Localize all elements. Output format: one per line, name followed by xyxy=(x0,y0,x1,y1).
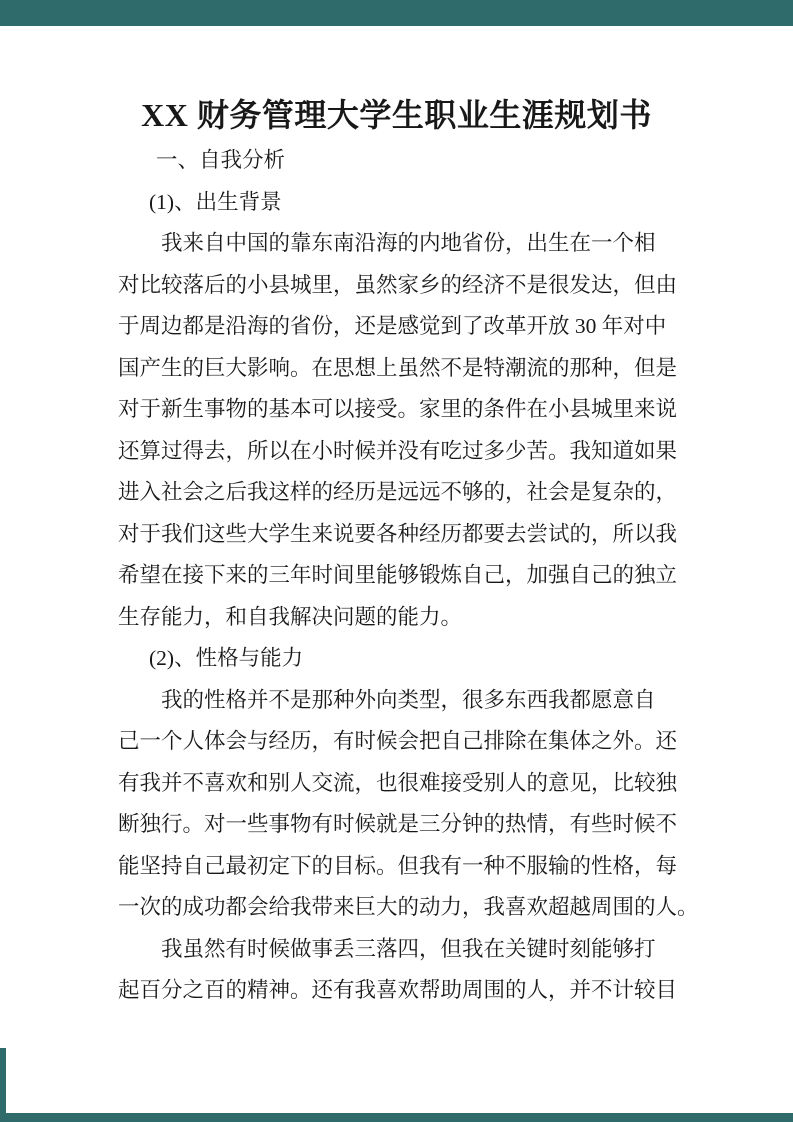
subsection-heading-2: (2)、性格与能力 xyxy=(149,646,304,670)
text-line: 国产生的巨大影响。在思想上虽然不是特潮流的那种，但是 xyxy=(118,355,678,380)
text-line: 对比较落后的小县城里，虽然家乡的经济不是很发达，但由 xyxy=(118,272,678,297)
text-line: 我的性格并不是那种外向类型，很多东西我都愿意自 xyxy=(161,687,656,712)
text-line: 一次的成功都会给我带来巨大的动力，我喜欢超越周围的人。 xyxy=(118,895,699,919)
document-body xyxy=(118,140,699,1012)
viewer-left-band xyxy=(0,1048,6,1122)
document-title: XX 财务管理大学生职业生涯规划书 xyxy=(141,97,652,133)
text-line: 于周边都是沿海的省份，还是感觉到了改革开放 30 年对中 xyxy=(118,314,667,338)
text-line: 有我并不喜欢和别人交流，也很难接受别人的意见，比较独 xyxy=(118,770,678,795)
text-line: 对于新生事物的基本可以接受。家里的条件在小县城里来说 xyxy=(118,397,678,421)
text-line: 对于我们这些大学生来说要各种经历都要去尝试的，所以我 xyxy=(118,521,678,546)
text-line: 断独行。对一些事物有时候就是三分钟的热情，有些时候不 xyxy=(118,812,678,836)
text-line: 起百分之百的精神。还有我喜欢帮助周围的人，并不计较目 xyxy=(118,978,678,1002)
viewer-bottom-band xyxy=(0,1113,793,1122)
text-line: 我虽然有时候做事丢三落四，但我在关键时刻能够打 xyxy=(161,936,656,961)
text-line: 生存能力，和自我解决问题的能力。 xyxy=(118,604,463,629)
text-line: 希望在接下来的三年时间里能够锻炼自己，加强自己的独立 xyxy=(118,563,678,587)
text-line: 己一个人体会与经历，有时候会把自己排除在集体之外。还 xyxy=(118,729,678,753)
section-heading: 一、自我分析 xyxy=(156,148,286,172)
text-line: 还算过得去，所以在小时候并没有吃过多少苦。我知道如果 xyxy=(118,438,678,463)
subsection-heading-1: (1)、出生背景 xyxy=(149,189,282,214)
text-line: 我来自中国的靠东南沿海的内地省份，出生在一个相 xyxy=(161,231,656,255)
viewer-top-band xyxy=(0,0,793,26)
text-line: 进入社会之后我这样的经历是远远不够的，社会是复杂的， xyxy=(118,480,678,504)
text-line: 能坚持自己最初定下的目标。但我有一种不服输的性格，每 xyxy=(118,853,678,878)
